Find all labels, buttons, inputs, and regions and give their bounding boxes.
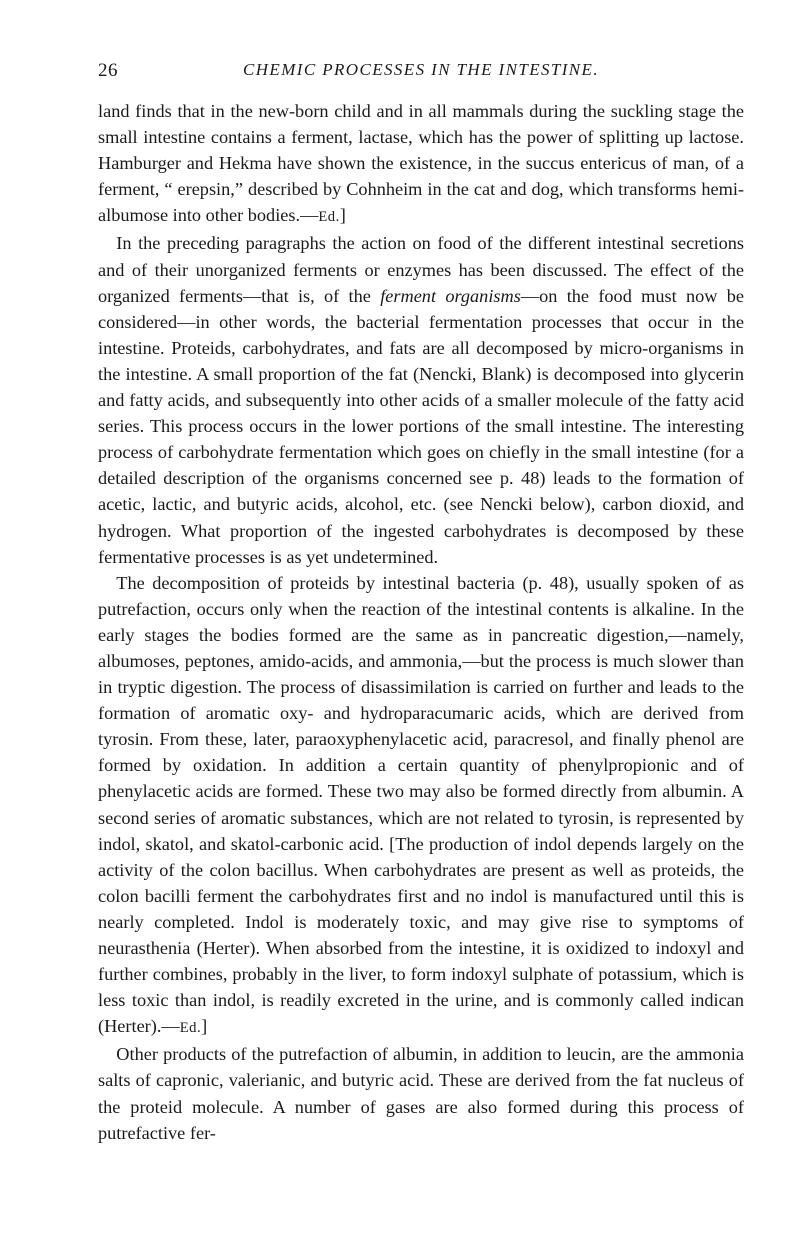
paragraph-text: The decomposition of proteids by intestinal bacteria (p. 48), usually spoken of as putrefaction, occurs only when the reaction of the intestinal contents is alkaline. In the early stages the bodies formed are the same as in pancreatic digestion,—namely, albumoses, peptones, amido-acids, and ammonia,—but the process is much slower than in tryptic digestion. The process of disassimilation is carried on further and leads to the formation of aromatic oxy- and hydroparacumaric acids, which are derived from tyrosin. From these, later, paraoxyphenylacetic acid, paracresol, and finally phenol are formed by oxidation. In addition a certain quantity of phenylpropionic and of phenylacetic acids are formed. These two may also be formed directly from albumin. A second series of aromatic substances, which are not related to tyrosin, is represented by indol, skatol, and skatol-carbonic acid. [The production of indol depends largely on the activity of the colon bacillus. When carbohydrates are present as well as proteids, the colon bacilli ferment the carbohydrates first and no indol is manufactured until this is nearly completed. Indol is moderately toxic, and may give rise to symptoms of neurasthenia (Herter). When absorbed from the intestine, it is oxidized to indoxyl and further combines, probably in the liver, to form indoxyl sulphate of potassium, which is less toxic than indol, is readily excreted in the urine, and is commonly called indican (Herter).— [98, 572, 744, 1037]
italic-text: ferment organisms [380, 285, 521, 306]
paragraph-text: In the preceding paragraphs the action on food of the different intestinal secretions and of their unorganized ferments or enzymes has been discussed. The effect of the organized ferments—that is, of the [98, 233, 744, 306]
paragraph-text: land finds that in the new-born child and in all mammals during the suckling stage the small intestine contains a ferment, lactase, which has the power of splitting up lactose. Hamburger and Hekma have shown the existence, in the succus entericus of man, of a ferment, “ erepsin,” described by Cohnheim in the cat and dog, which transforms hemi-albumose into other bodies.— [98, 101, 744, 226]
paragraph [98, 570, 744, 1042]
page-number: 26 [98, 60, 118, 81]
paragraph [98, 1041, 744, 1145]
paragraph-text: ] [339, 205, 346, 226]
paragraph [98, 230, 744, 569]
editor-mark: Ed. [318, 209, 340, 226]
paragraph [98, 98, 744, 230]
body-text [98, 98, 744, 1146]
running-head: CHEMIC PROCESSES IN THE INTESTINE. [243, 60, 599, 79]
paragraph-text: Other products of the putrefaction of albumin, in addition to leucin, are the ammonia salts of capronic, valerianic, and butyric acid. These are derived from the fat nucleus of the proteid molecule. A number of gases are also formed during this process of putrefactive fer- [98, 1044, 744, 1143]
editor-mark: Ed. [179, 1020, 202, 1037]
page-header [98, 60, 744, 84]
paragraph-text: ] [201, 1016, 208, 1037]
paragraph-text: —on the food must now be considered—in other words, the bacterial fermentation processes that occur in the intestine. Proteids, carbohydrates, and fats are all decomposed by micro-organisms in the intestine. A small proportion of the fat (Nencki, Blank) is decomposed into glycerin and fatty acids, and subsequently into other acids of a smaller molecule of the fatty acid series. This process occurs in the lower portions of the small intestine. The interesting process of carbohydrate fermentation which goes on chiefly in the small intestine (for a detailed description of the organisms concerned see p. 48) leads to the formation of acetic, lactic, and butyric acids, alcohol, etc. (see Nencki below), carbon dioxid, and hydrogen. What proportion of the ingested carbohydrates is decomposed by these fermentative processes is as yet undetermined. [98, 285, 745, 567]
